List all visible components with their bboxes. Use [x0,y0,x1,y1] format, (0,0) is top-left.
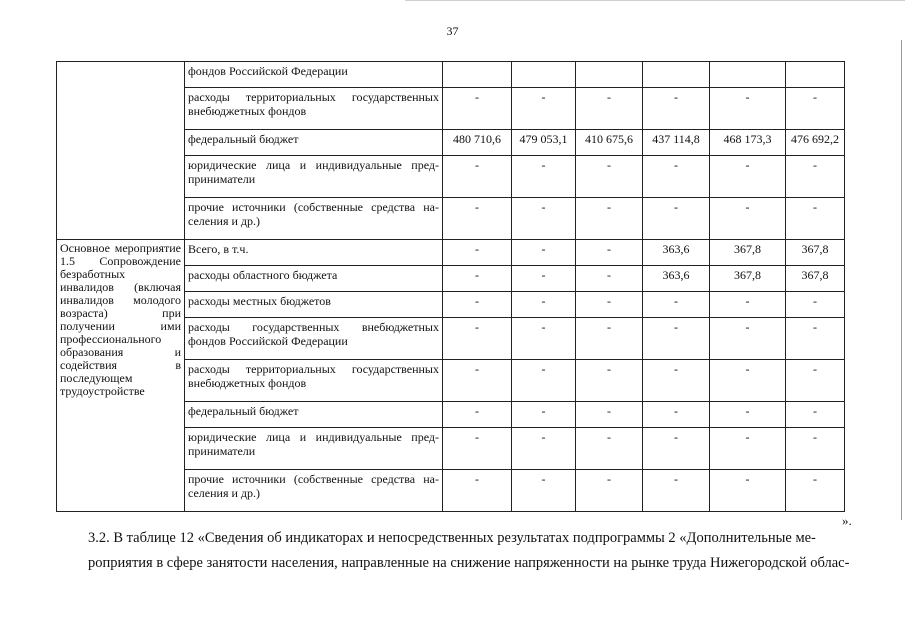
page-number: 37 [446,24,459,38]
closing-quote: ». [842,513,852,528]
value-cell: - [643,402,710,428]
value-cell: 410 675,6 [576,130,643,156]
value-cell: 479 053,1 [512,130,576,156]
value-cell: - [576,240,643,266]
value-cell: - [443,318,512,360]
value-cell: - [786,428,845,470]
value-cell: - [786,198,845,240]
value-cell [512,62,576,88]
value-cell [786,62,845,88]
value-cell: - [710,428,786,470]
value-cell: - [576,198,643,240]
value-cell: - [786,156,845,198]
source-cell: юридические лица и индивидуальные пред-приниматели [185,428,443,470]
value-cell: - [576,360,643,402]
source-cell: расходы областного бюджета [185,266,443,292]
value-cell: - [443,266,512,292]
value-cell: 367,8 [710,266,786,292]
value-cell: - [443,156,512,198]
value-cell: - [710,470,786,512]
value-cell: - [786,88,845,130]
source-cell: федеральный бюджет [185,130,443,156]
measure-cell-blank [57,62,185,240]
value-cell: - [786,292,845,318]
value-cell: - [576,318,643,360]
value-cell: - [710,292,786,318]
value-cell: - [512,292,576,318]
value-cell: - [710,402,786,428]
value-cell: - [786,402,845,428]
value-cell: - [512,156,576,198]
page-edge-right [901,40,902,520]
value-cell: 367,8 [786,266,845,292]
source-cell: расходы территориальных государственных внебюджетных фондов [185,360,443,402]
source-cell: прочие источники (собственные средства на-селения и др.) [185,198,443,240]
value-cell: 437 114,8 [643,130,710,156]
value-cell: 367,8 [786,240,845,266]
value-cell [710,62,786,88]
value-cell: - [710,198,786,240]
value-cell: - [786,318,845,360]
value-cell: - [443,428,512,470]
value-cell: - [710,360,786,402]
source-cell: юридические лица и индивидуальные пред-приниматели [185,156,443,198]
value-cell: - [786,470,845,512]
value-cell: - [576,88,643,130]
value-cell: - [512,470,576,512]
page-edge-top [405,0,905,1]
value-cell: - [576,292,643,318]
value-cell [643,62,710,88]
value-cell: - [643,360,710,402]
value-cell: - [643,318,710,360]
value-cell: - [512,240,576,266]
value-cell: - [710,318,786,360]
value-cell: 363,6 [643,266,710,292]
source-cell: фондов Российской Федерации [185,62,443,88]
value-cell: - [443,240,512,266]
value-cell: - [643,88,710,130]
value-cell: - [643,292,710,318]
value-cell: - [443,360,512,402]
value-cell: - [786,360,845,402]
source-cell: Всего, в т.ч. [185,240,443,266]
value-cell: - [443,292,512,318]
source-cell: расходы территориальных государственных внебюджетных фондов [185,88,443,130]
source-cell: расходы местных бюджетов [185,292,443,318]
value-cell: 367,8 [710,240,786,266]
value-cell: - [512,198,576,240]
value-cell: - [512,402,576,428]
value-cell: - [710,156,786,198]
value-cell: 363,6 [643,240,710,266]
value-cell: - [576,156,643,198]
value-cell: - [576,266,643,292]
value-cell: 468 173,3 [710,130,786,156]
measure-cell-1-5: Основное мероприятие 1.5 Сопровождение безработных инвалидов (включая инвалидов молодого возраста) при получении ими профессионального образования и содействия в последующем трудоустройстве [57,240,185,512]
table-row [57,240,845,266]
value-cell: - [512,88,576,130]
value-cell: - [643,198,710,240]
value-cell: - [512,266,576,292]
paragraph-line-1: 3.2. В таблице 12 «Сведения об индикаторах и непосредственных результатах подпрограммы 2 «Дополнительные ме- [88,530,816,546]
value-cell [443,62,512,88]
value-cell: - [643,156,710,198]
value-cell: - [443,470,512,512]
source-cell: расходы государственных внебюджетных фондов Российской Федерации [185,318,443,360]
value-cell: 480 710,6 [443,130,512,156]
value-cell: - [512,318,576,360]
source-cell: федеральный бюджет [185,402,443,428]
value-cell: - [443,88,512,130]
value-cell: - [443,198,512,240]
value-cell: - [710,88,786,130]
value-cell: - [512,428,576,470]
table-row [57,62,845,88]
value-cell: 476 692,2 [786,130,845,156]
value-cell: - [643,470,710,512]
value-cell: - [512,360,576,402]
budget-table-body [57,62,845,512]
value-cell: - [576,428,643,470]
paragraph-line-2: роприятия в сфере занятости населения, направленные на снижение напряженности на рынке труда Нижегородской облас- [88,555,850,571]
value-cell: - [643,428,710,470]
budget-table [56,61,845,512]
value-cell: - [576,402,643,428]
value-cell: - [576,470,643,512]
value-cell: - [443,402,512,428]
value-cell [576,62,643,88]
source-cell: прочие источники (собственные средства на-селения и др.) [185,470,443,512]
